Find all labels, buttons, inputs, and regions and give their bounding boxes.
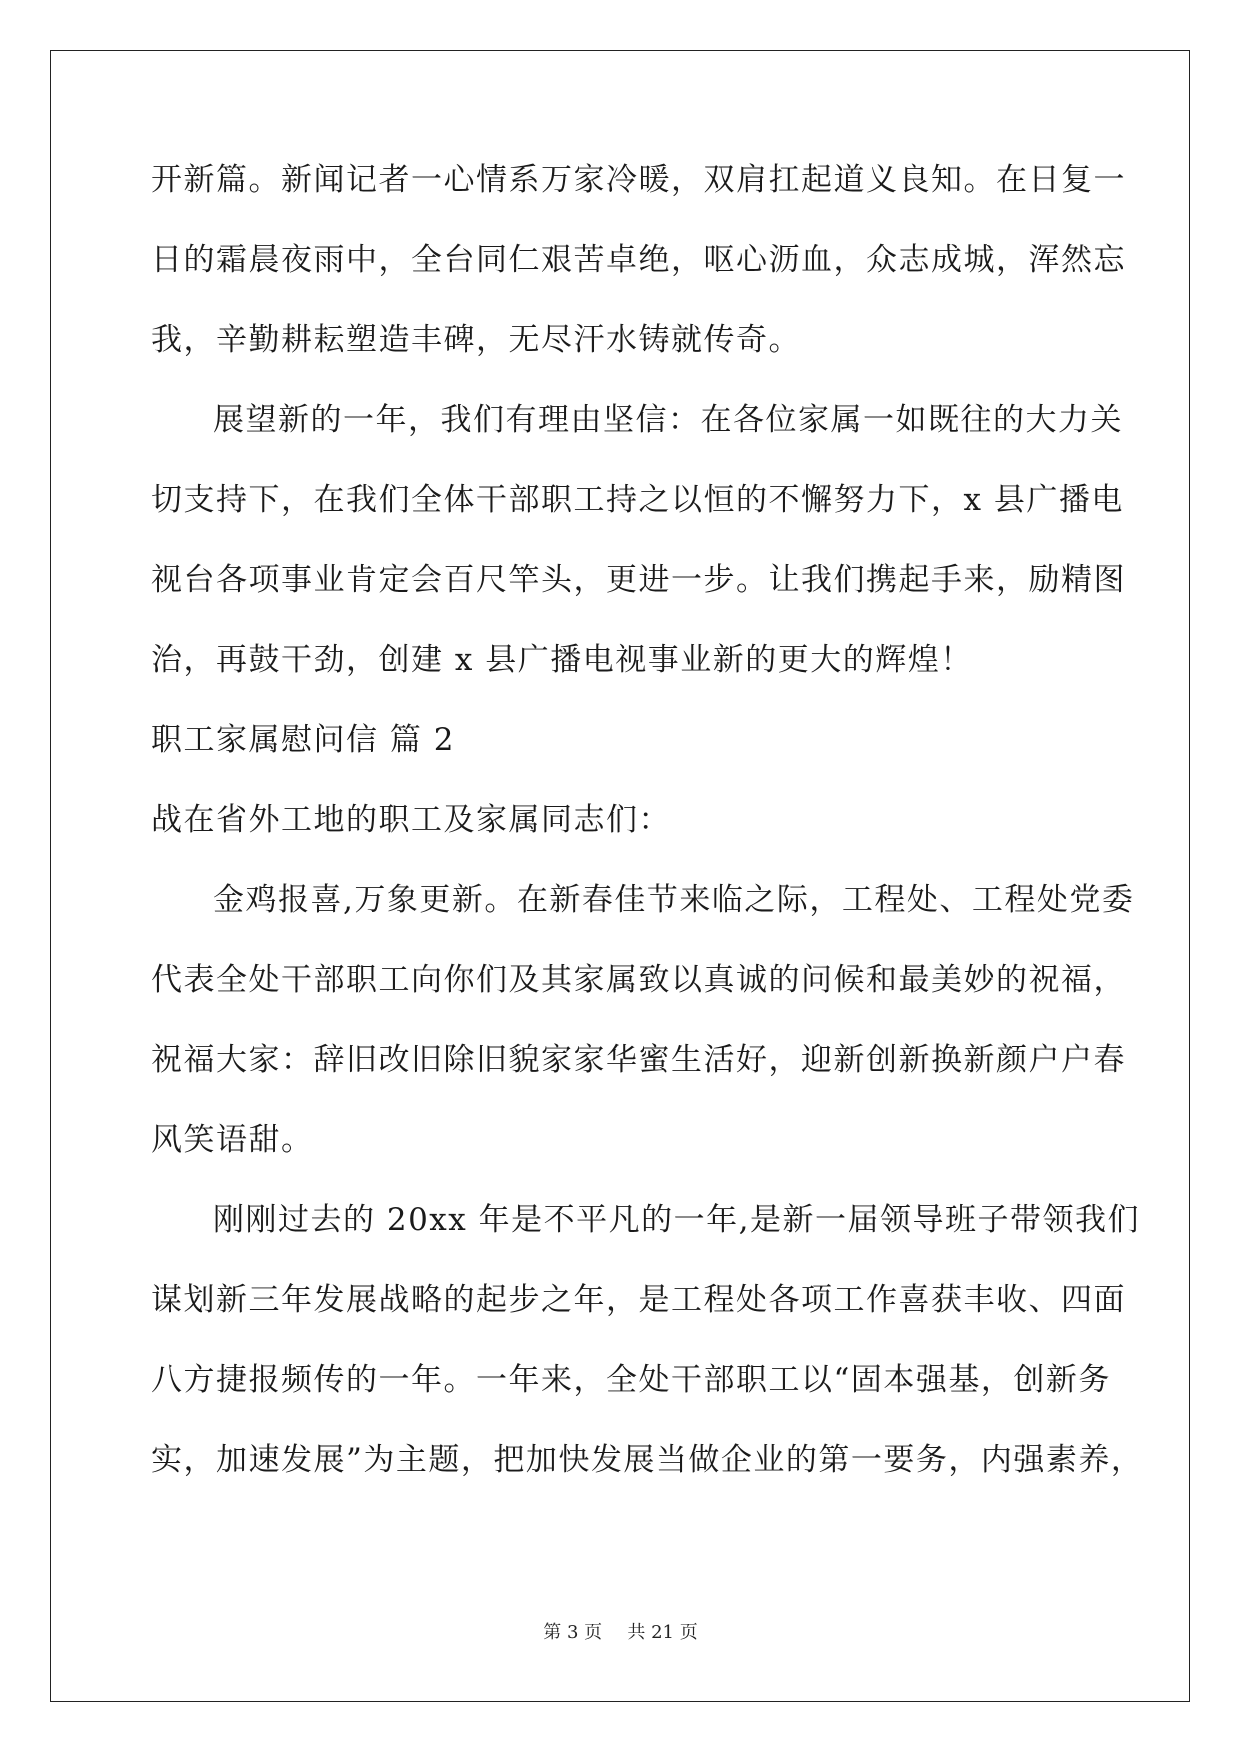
text-line: 切支持下，在我们全体干部职工持之以恒的不懈努力下，x 县广播电 <box>151 482 1124 518</box>
text-line: 开新篇。新闻记者一心情系万家冷暖，双肩扛起道义良知。在日复一 <box>151 162 1126 198</box>
page-footer <box>0 1618 1241 1644</box>
text-line: 实，加速发展”为主题，把加快发展当做企业的第一要务，内强素养， <box>151 1442 1144 1478</box>
text-line: 视台各项事业肯定会百尺竿头，更进一步。让我们携起手来，励精图 <box>151 562 1126 598</box>
text-line: 我，辛勤耕耘塑造丰碑，无尽汗水铸就传奇。 <box>151 322 801 358</box>
section-heading: 职工家属慰问信 篇 2 <box>151 722 455 758</box>
text-line: 日的霜晨夜雨中，全台同仁艰苦卓绝，呕心沥血，众志成城，浑然忘 <box>151 242 1126 278</box>
text-line: 八方捷报频传的一年。一年来，全处干部职工以“固本强基，创新务 <box>151 1362 1111 1398</box>
document-body <box>151 140 1144 1500</box>
page-number: 第 3 页 <box>543 1622 603 1643</box>
text-line: 刚刚过去的 20xx 年是不平凡的一年,是新一届领导班子带领我们 <box>213 1202 1140 1238</box>
text-line: 谋划新三年发展战略的起步之年，是工程处各项工作喜获丰收、四面 <box>151 1282 1126 1318</box>
text-line: 祝福大家：辞旧改旧除旧貌家家华蜜生活好，迎新创新换新颜户户春 <box>151 1042 1126 1078</box>
text-line: 风笑语甜。 <box>151 1122 314 1158</box>
text-line: 治，再鼓干劲，创建 x 县广播电视事业新的更大的辉煌！ <box>151 642 973 678</box>
text-line: 代表全处干部职工向你们及其家属致以真诚的问候和最美妙的祝福， <box>151 962 1126 998</box>
text-line: 展望新的一年，我们有理由坚信：在各位家属一如既往的大力关 <box>213 402 1123 438</box>
salutation: 战在省外工地的职工及家属同志们： <box>151 802 671 838</box>
page-total: 共 21 页 <box>627 1622 698 1643</box>
text-line: 金鸡报喜,万象更新。在新春佳节来临之际，工程处、工程处党委 <box>213 882 1135 918</box>
